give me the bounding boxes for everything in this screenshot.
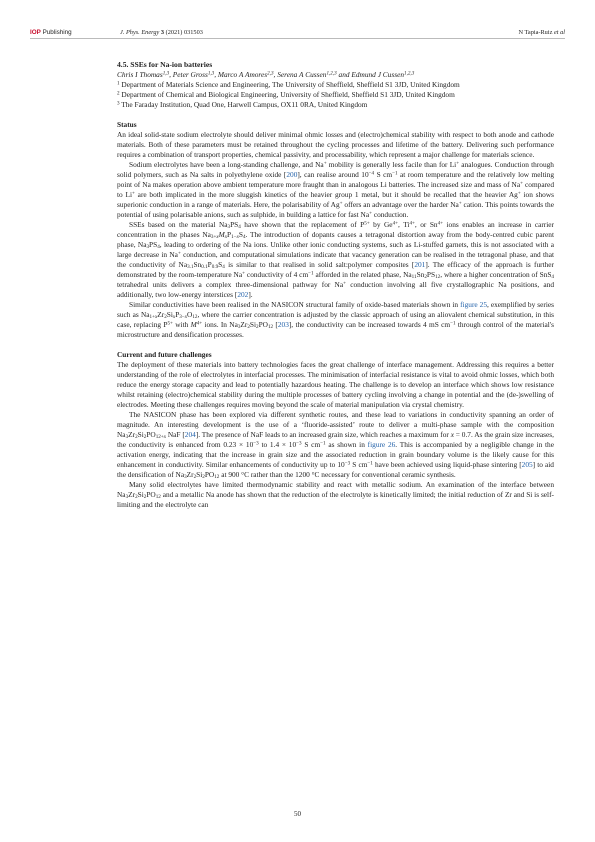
challenges-paragraph-3: Many solid electrolytes have limited thermodynamic stability and react with metallic sodium. An examination of the interface between $Na_3Zr_2Si_2PO_{12}$ and a metallic Na anode has shown that the reduction of the electrolyte is kinetically limited; the initial reduction of Zr and Si is self-limiting and the electrolyte can — [117, 480, 554, 509]
challenges-heading: Current and future challenges — [117, 350, 212, 359]
affiliation-2: $^2$ Department of Chemical and Biological Engineering, University of Sheffield, Sheffield S1 3JD, United Kingdom — [117, 90, 455, 99]
journal-citation: J. Phys. Energy 3 (2021) 031503 — [120, 29, 203, 36]
status-heading: Status — [117, 120, 137, 129]
challenges-paragraph-2: The NASICON phase has been explored via different synthetic routes, and these lead to variations in conductivity spanning an order of magnitude. An interesting development is the use of a ‘fluoride-assisted’ route to deliver a multi-phase sample with the composition $Na_3Zr_2Si_2PO_{12+x}$ NaF [204]. The presence of NaF leads to an increased grain size, which reaches a maximum for x = 0.7. As the grain size increases, the conductivity is enhanced from $0.23 \times 10^{-3}$ to $1.4 \times 10^{-3}$ S $cm^{-1}$ as shown in figure 26. This is accompanied by a negligible change in the activation energy, indicating that the increase in grain size and the associated reduction in grain boundary volume is the likely cause for this enhancement in conductivity. Similar enhancements of conductivity up to $10^{-3}$ S $cm^{-1}$ have been achieved using liquid-phase sintering [205] to aid the densification of $Na_3Zr_2Si_2PO_{12}$ at 900 °C rather than the 1200 °C necessary for conventional ceramic synthesis. — [117, 410, 554, 481]
status-paragraph-2: Sodium electrolytes have been a long-standing challenge, and Na+ mobility is generally less facile than for Li+ analogues. Conduction through solid polymers, such as Na salts in polyethylene oxide [200], can realise around $10^{-4}$ S $cm^{-1}$ at room temperature and the relatively low melting point of Na makes operation above ambient temperature more fraught than in analogous Li batteries. The increased size and mass of Na+ compared to Li+ are both implicated in the more sluggish kinetics of the heavier group 1 metal, but it should be recalled that the heavier Ag+ ion shows superionic conduction in a range of materials. Here, the polarisability of Ag+ offers an advantage over the harder Na+ cation. This points towards the potential of using polarisable anions, such as sulphide, in building a lattice for fast Na+ conduction. — [117, 160, 554, 219]
citation-link: 205 — [521, 460, 533, 469]
authors-line: Chris I Thomas$^{1,3}$, Peter Gross$^{1,3}$, Marco A Amores$^{2,3}$, Serena A Cussen$^{1,2,3}$ and Edmund J Cussen$^{1,2,3}$ — [117, 70, 415, 79]
header-authors: N Tapia-Ruiz et al — [518, 29, 565, 36]
figure-link: figure 25 — [460, 300, 487, 309]
status-paragraph-3: SSEs based on the material $Na_3PS_4$ have shown that the replacement of $P^{5+}$ by $Ge^{4+}$, $Ti^{4+}$, or $Sn^{4+}$ ions enables an increase in carrier concentration in the phases $Na_{3+x}M_xP_{1-x}S_4$. The introduction of dopants causes a tetragonal distortion away from the body-centred cubic parent phase, $Na_3PS_4$, leading to ordering of the Na ions. Unlike other ionic conducting systems, such as Li-stuffed garnets, this is not associated with a large decrease in Na+ conduction, and computational simulations indicate that vacancy generation can be realised in the tetragonal phase, and that the conductivity of $Na_{3.1}Sn_{0.1}P_{0.9}S_4$ is similar to that realised in solid salt:polymer composites [201]. The efficacy of the approach is further demonstrated by the room-temperature Na+ conductivity of 4 $cm^{-1}$ afforded in the related phase, $Na_{11}Sn_2PS_{12}$, where a higher concentration of SnS$_4$ tetrahedral units delivers a complex three-dimensional pathway for Na+ conduction involving all five crystallographic Na positions, and additionally, two low-energy interstices [202]. — [117, 220, 555, 299]
citation-link: 200 — [286, 170, 298, 179]
figure-link: figure 26 — [367, 440, 396, 449]
affiliation-3: $^3$ The Faraday Institution, Quad One, Harwell Campus, OX11 0RA, United Kingdom — [117, 100, 368, 109]
article-body — [117, 60, 554, 510]
status-paragraph-4: Similar conductivities have been realised in the NASICON structural family of oxide-based materials shown in figure 25, exemplified by series such as $Na_{1+x}Zr_2Si_xP_{3-x}O_{12}$, where the carrier concentration is adjusted by the classic approach of using an aliovalent chemical substitution, in this case, replacing $P^{5+}$ with $M^{4+}$ ions. In $Na_3Zr_2Si_2PO_{12}$ [203], the conductivity can be increased towards 4 mS $cm^{-1}$ through control of the material's microstructure and densification processes. — [117, 300, 554, 339]
affiliation-1: $^1$ Department of Materials Science and Engineering, The University of Sheffield, Sheffield S1 3JD, United Kingdom — [117, 80, 460, 89]
citation-link: 204 — [184, 430, 196, 439]
citation-link: 202 — [237, 290, 249, 299]
running-header — [30, 28, 565, 40]
header-rule — [30, 38, 565, 39]
citation-link: 203 — [277, 320, 289, 329]
page-number: 50 — [294, 810, 301, 818]
section-title: 4.5. SSEs for Na-ion batteries — [117, 60, 213, 69]
citation-link: 201 — [414, 260, 426, 269]
challenges-paragraph-1: The deployment of these materials into battery technologies faces the great challenge of interface management. Addressing this requires a better understanding of the role of electrolytes in interfacial processes. The minimisation of interfacial resistance is vital to avoid ohmic losses, which both reduce the energy storage capacity and lead to potentially hazardous heating. The challenge is to develop an interface which shows low resistance whilst retaining (electro)chemical stability during the multiple processes of battery cycling involving a change in potential and the (de-)swelling of electrodes. Meeting these challenges requires moving beyond the scale of material manipulation via crystal chemistry. — [117, 360, 554, 409]
iop-logo[interactable]: IOP Publishing — [30, 29, 72, 36]
status-paragraph-1: An ideal solid-state sodium electrolyte should deliver minimal ohmic losses and (electro)chemical stability with respect to both anode and cathode materials. Both of these parameters must be retained throughout the cycling processes and lifetime of the battery. Delivering such performance requires a combination of transport properties, chemical passivity, and processability, which represent a major challenge for materials science. — [117, 130, 554, 159]
